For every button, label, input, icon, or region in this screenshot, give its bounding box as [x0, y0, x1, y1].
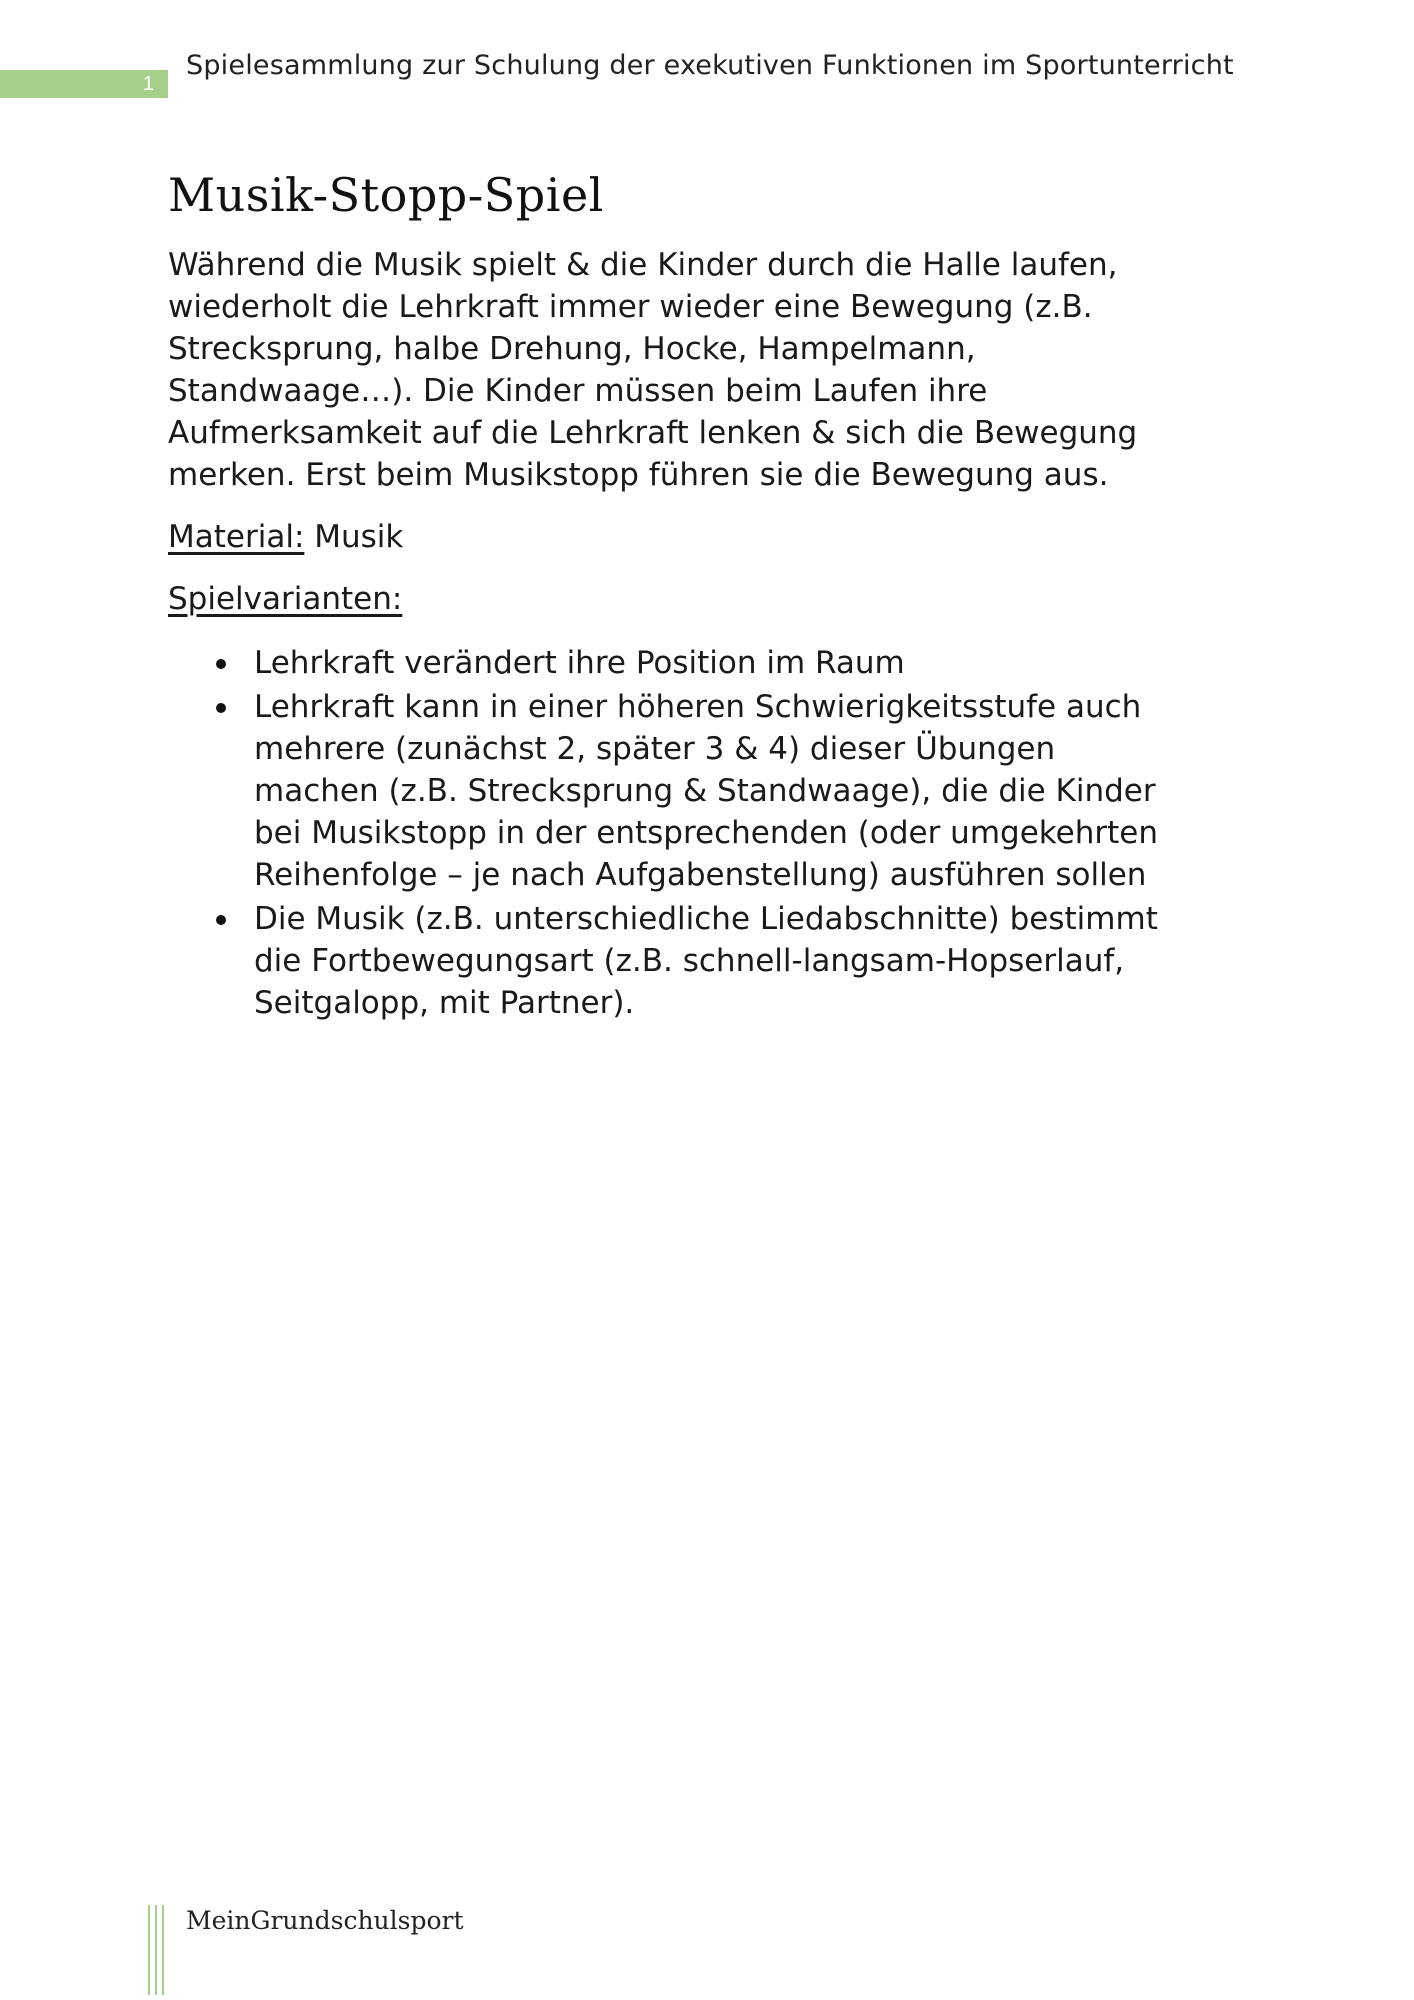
game-description [168, 244, 1258, 496]
description-line: merken. Erst beim Musikstopp führen sie die Bewegung aus. [168, 457, 1109, 493]
list-item [168, 898, 1258, 1024]
footer-bar [155, 1905, 157, 1995]
footer-accent-bars [148, 1905, 168, 1995]
variant-line: Reihenfolge – je nach Aufgabenstellung) ausführen sollen [254, 857, 1147, 893]
description-line: Aufmerksamkeit auf die Lehrkraft lenken & sich die Bewegung [168, 415, 1138, 451]
variants-heading-line [168, 578, 1258, 620]
bullet-icon [216, 915, 226, 925]
footer-bar [162, 1905, 164, 1995]
list-item [168, 642, 1258, 684]
variant-line: machen (z.B. Strecksprung & Standwaage), die die Kinder [254, 773, 1156, 809]
variant-line: Die Musik (z.B. unterschiedliche Liedabschnitte) bestimmt [254, 901, 1158, 937]
variant-line: Lehrkraft verändert ihre Position im Raum [254, 645, 905, 681]
game-title: Musik-Stopp-Spiel [168, 168, 604, 222]
list-item [168, 686, 1258, 896]
description-line: Strecksprung, halbe Drehung, Hocke, Hampelmann, [168, 331, 976, 367]
variants-list [168, 642, 1258, 1024]
description-line: Standwaage…). Die Kinder müssen beim Laufen ihre [168, 373, 988, 409]
material-value: Musik [314, 519, 404, 555]
footer-brand: MeinGrundschulsport [186, 1906, 464, 1935]
variants-label: Spielvarianten: [168, 581, 403, 617]
description-line: Während die Musik spielt & die Kinder durch die Halle laufen, [168, 247, 1118, 283]
variant-line: Lehrkraft kann in einer höheren Schwierigkeitsstufe auch [254, 689, 1142, 725]
description-line: wiederholt die Lehrkraft immer wieder eine Bewegung (z.B. [168, 289, 1093, 325]
variant-line: Seitgalopp, mit Partner). [254, 985, 635, 1021]
page-number: 1 [142, 73, 154, 95]
bullet-icon [216, 659, 226, 669]
running-header: Spielesammlung zur Schulung der exekutiven Funktionen im Sportunterricht [186, 50, 1234, 81]
page-content [168, 168, 1258, 1026]
material-label: Material: [168, 519, 305, 555]
variant-line: die Fortbewegungsart (z.B. schnell-langsam-Hopserlauf, [254, 943, 1125, 979]
variant-line: bei Musikstopp in der entsprechenden (oder umgekehrten [254, 815, 1158, 851]
bullet-icon [216, 703, 226, 713]
variant-line: mehrere (zunächst 2, später 3 & 4) dieser Übungen [254, 731, 1056, 767]
page-number-bar [0, 70, 168, 98]
footer-bar [148, 1905, 150, 1995]
material-line [168, 516, 1258, 558]
